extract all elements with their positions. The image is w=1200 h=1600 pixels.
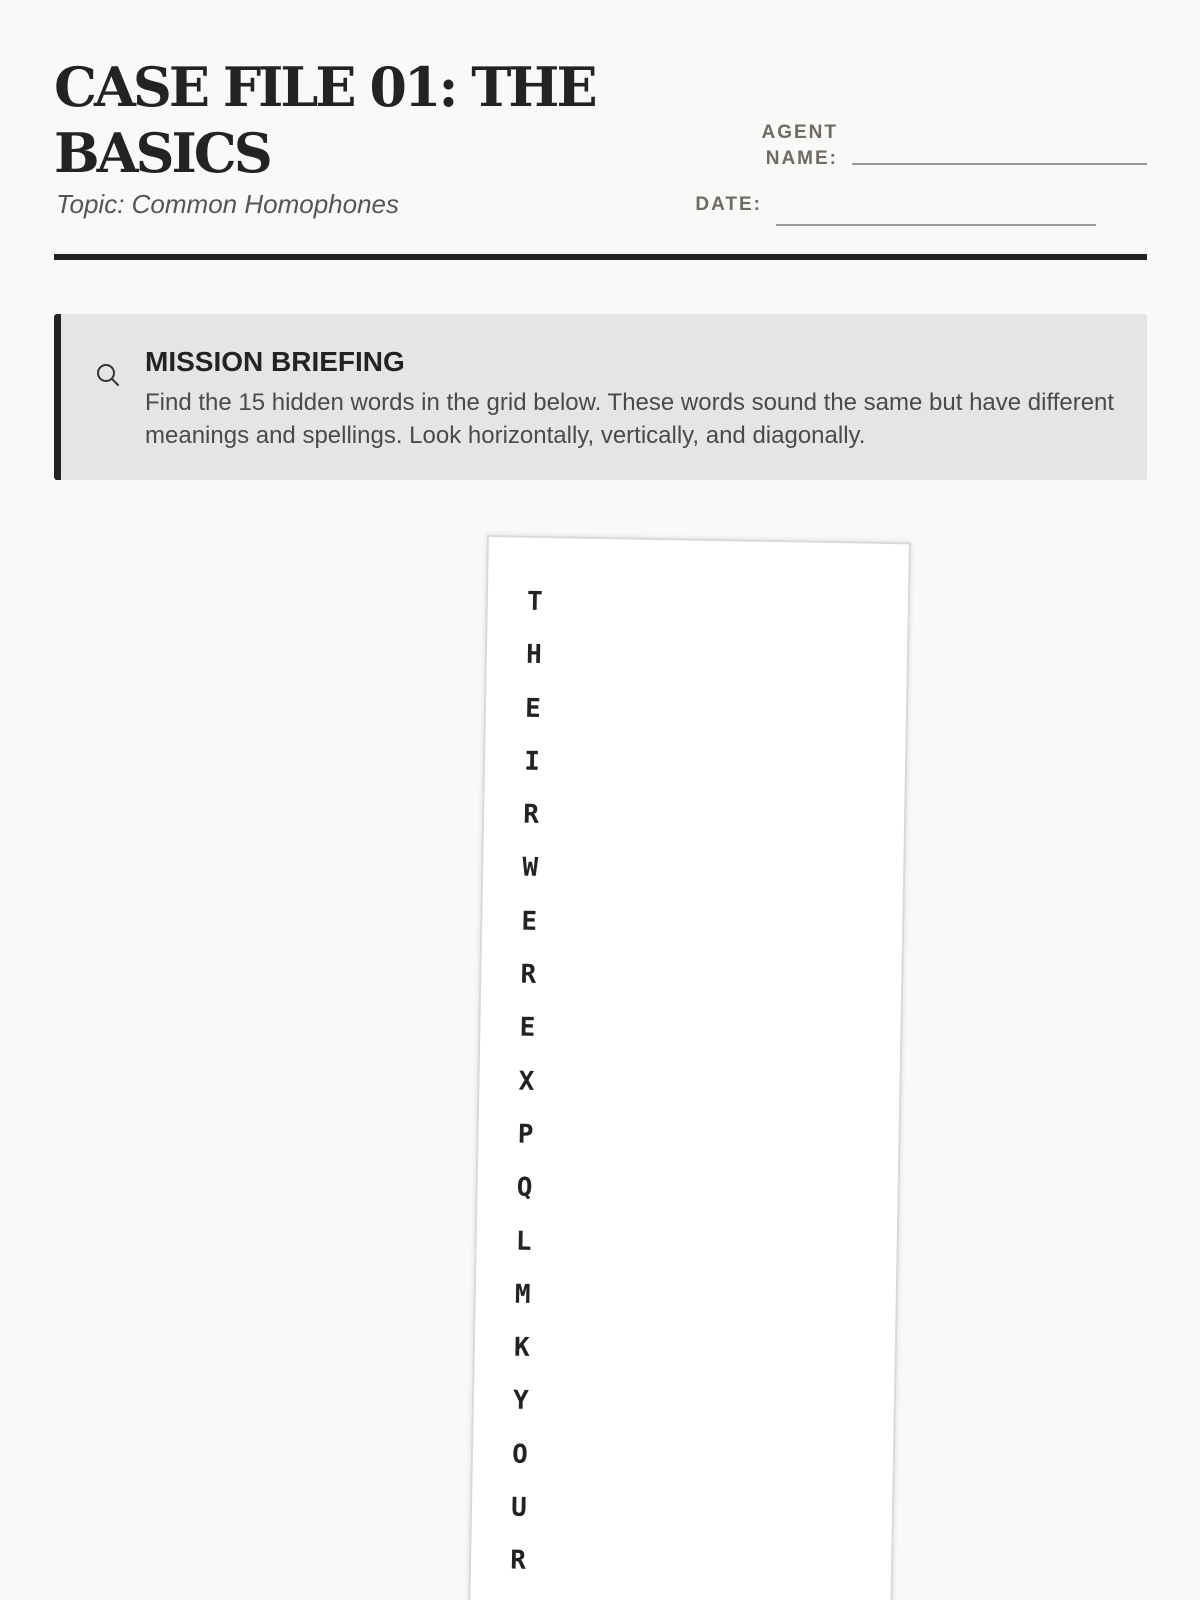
briefing-text: Find the 15 hidden words in the grid below. These words sound the same but have different meanings and spellings. Look horizontally, vertically, and diagonally.	[145, 389, 1115, 449]
grid-cell[interactable]: K	[513, 1332, 530, 1364]
agent-name-label: AGENT NAME:	[761, 122, 838, 169]
agent-name-field[interactable]	[852, 163, 1147, 165]
grid-cell[interactable]: H	[525, 639, 542, 671]
mission-briefing-panel	[54, 314, 1147, 480]
grid-cell[interactable]: M	[514, 1279, 531, 1310]
grid-cell[interactable]: R	[510, 1545, 527, 1577]
briefing-title: MISSION BRIEFING	[145, 346, 405, 377]
grid-cell[interactable]: T	[526, 586, 543, 617]
grid-cell[interactable]: P	[517, 1119, 534, 1150]
grid-cell[interactable]: R	[523, 799, 540, 831]
page-title: CASE FILE 01: THE BASICS	[54, 55, 595, 185]
grid-cell[interactable]: L	[515, 1226, 532, 1257]
grid-cell[interactable]: W	[522, 853, 539, 884]
date-field[interactable]	[776, 224, 1096, 226]
date-label: DATE:	[695, 194, 762, 215]
search-icon	[95, 362, 121, 388]
word-search-grid	[467, 535, 911, 1600]
grid-cell[interactable]: Q	[516, 1172, 533, 1204]
page-subtitle: Topic: Common Homophones	[56, 189, 399, 219]
grid-cell[interactable]: X	[518, 1066, 535, 1097]
grid-cell[interactable]: I	[523, 746, 541, 777]
grid-cell[interactable]: U	[510, 1492, 528, 1523]
grid-cell[interactable]: Y	[512, 1386, 529, 1417]
grid-cell[interactable]: E	[521, 906, 538, 937]
grid-cell[interactable]: E	[519, 1013, 536, 1044]
grid-cell[interactable]: O	[511, 1439, 529, 1470]
grid-cell[interactable]: R	[520, 959, 537, 991]
grid-cell[interactable]: E	[524, 693, 542, 724]
header-divider	[54, 254, 1147, 260]
grid-letters-column	[503, 576, 551, 1589]
